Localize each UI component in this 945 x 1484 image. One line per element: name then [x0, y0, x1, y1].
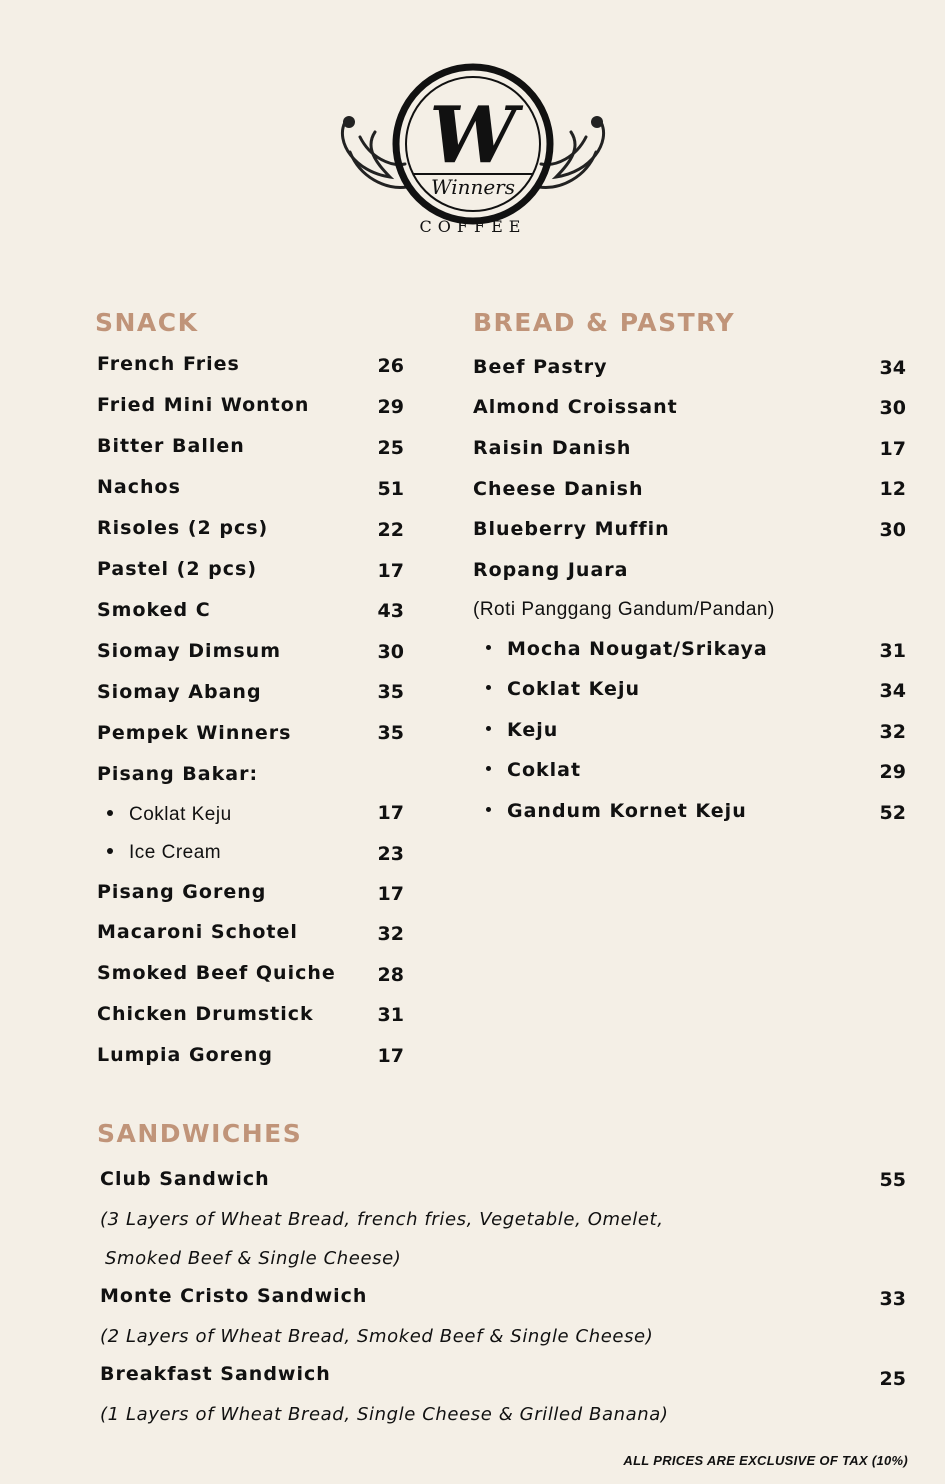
bread-title: BREAD & PASTRY	[473, 308, 736, 337]
menu-item-price: 35	[377, 681, 404, 703]
menu-item-price: 12	[879, 478, 906, 500]
tax-note: ALL PRICES ARE EXCLUSIVE OF TAX (10%)	[623, 1453, 908, 1468]
menu-subitem	[486, 719, 558, 741]
bullet-icon	[486, 645, 491, 650]
menu-item-name: Coklat	[507, 759, 582, 781]
menu-item-price: 29	[879, 761, 906, 783]
winners-coffee-logo	[335, 62, 611, 242]
menu-item-price: 52	[879, 802, 906, 824]
menu-item-name: Siomay Abang	[97, 681, 262, 703]
menu-subitem	[486, 638, 768, 660]
menu-item-name: Breakfast Sandwich	[100, 1363, 331, 1385]
menu-item-price: 29	[377, 396, 404, 418]
menu-item-description: (1 Layers of Wheat Bread, Single Cheese & Grilled Banana)	[100, 1404, 669, 1425]
menu-item-name: Ropang Juara	[473, 559, 629, 581]
menu-item-name: Pastel (2 pcs)	[97, 558, 258, 580]
menu-item-name: Bitter Ballen	[97, 435, 245, 457]
menu-item-price: 25	[377, 437, 404, 459]
menu-item-name: Almond Croissant	[473, 396, 678, 418]
menu-item-name: Keju	[507, 719, 559, 741]
menu-item-price: 26	[377, 355, 404, 377]
menu-item-price: 55	[879, 1169, 906, 1191]
menu-item-name: Beef Pastry	[473, 356, 608, 378]
menu-item-price: 51	[377, 478, 404, 500]
menu-item-name: Pisang Bakar:	[97, 763, 259, 785]
menu-item-price: 34	[879, 357, 906, 379]
menu-item-description: Smoked Beef & Single Cheese)	[105, 1248, 402, 1269]
snack-title: SNACK	[95, 308, 199, 337]
menu-subitem	[107, 804, 232, 826]
menu-item-price: 32	[879, 721, 906, 743]
menu-item-name: Smoked C	[97, 599, 211, 621]
logo-brand: Winners	[430, 175, 516, 199]
menu-item-name: Monte Cristo Sandwich	[100, 1285, 368, 1307]
menu-item-name: Pisang Goreng	[97, 881, 267, 903]
menu-item-name: Smoked Beef Quiche	[97, 962, 336, 984]
logo-letter: W	[429, 90, 517, 181]
sandwiches-title: SANDWICHES	[97, 1119, 303, 1148]
menu-item-name: Blueberry Muffin	[473, 518, 670, 540]
bullet-icon	[107, 848, 113, 854]
menu-item-price: 17	[377, 1045, 404, 1067]
menu-item-name: Ice Cream	[129, 842, 222, 863]
menu-item-description: (3 Layers of Wheat Bread, french fries, Vegetable, Omelet,	[100, 1209, 664, 1230]
menu-item-name: Coklat Keju	[129, 804, 232, 825]
menu-item-name: Coklat Keju	[507, 678, 640, 700]
menu-item-price: 30	[879, 519, 906, 541]
menu-item-description: (2 Layers of Wheat Bread, Smoked Beef & Single Cheese)	[100, 1326, 654, 1347]
menu-subitem	[486, 759, 581, 781]
menu-item-name: Siomay Dimsum	[97, 640, 281, 662]
menu-item-name: French Fries	[97, 353, 240, 375]
menu-item-price: 43	[377, 600, 404, 622]
menu-item-price: 35	[377, 722, 404, 744]
menu-item-name: Raisin Danish	[473, 437, 632, 459]
menu-item-price: 34	[879, 680, 906, 702]
menu-item-name: Mocha Nougat/Srikaya	[507, 638, 768, 660]
menu-item-name: Nachos	[97, 476, 181, 498]
menu-item-price: 17	[879, 438, 906, 460]
menu-item-price: 23	[377, 843, 404, 865]
menu-item-price: 30	[879, 397, 906, 419]
bullet-icon	[486, 726, 491, 731]
menu-item-price: 17	[377, 802, 404, 824]
menu-item-name: Club Sandwich	[100, 1168, 270, 1190]
menu-item-price: 31	[377, 1004, 404, 1026]
menu-item-price: 33	[879, 1288, 906, 1310]
bullet-icon	[486, 766, 491, 771]
menu-item-name: Macaroni Schotel	[97, 921, 298, 943]
menu-item-name: Gandum Kornet Keju	[507, 800, 747, 822]
menu-item-price: 31	[879, 640, 906, 662]
menu-item-name: Risoles (2 pcs)	[97, 517, 269, 539]
menu-item-price: 17	[377, 560, 404, 582]
menu-item-price: 22	[377, 519, 404, 541]
logo-sub: COFFEE	[419, 217, 527, 236]
bullet-icon	[107, 810, 113, 816]
menu-item-name: Chicken Drumstick	[97, 1003, 314, 1025]
menu-item-price: 25	[879, 1368, 906, 1390]
bullet-icon	[486, 685, 491, 690]
menu-item-price: 30	[377, 641, 404, 663]
menu-item-note: (Roti Panggang Gandum/Pandan)	[473, 599, 775, 620]
menu-item-price: 32	[377, 923, 404, 945]
bullet-icon	[486, 807, 491, 812]
menu-item-price: 28	[377, 964, 404, 986]
menu-item-name: Pempek Winners	[97, 722, 292, 744]
menu-item-price: 17	[377, 883, 404, 905]
menu-subitem	[486, 678, 640, 700]
menu-item-name: Lumpia Goreng	[97, 1044, 274, 1066]
menu-subitem	[107, 842, 221, 864]
menu-subitem	[486, 800, 747, 822]
menu-item-name: Fried Mini Wonton	[97, 394, 310, 416]
menu-item-name: Cheese Danish	[473, 478, 644, 500]
